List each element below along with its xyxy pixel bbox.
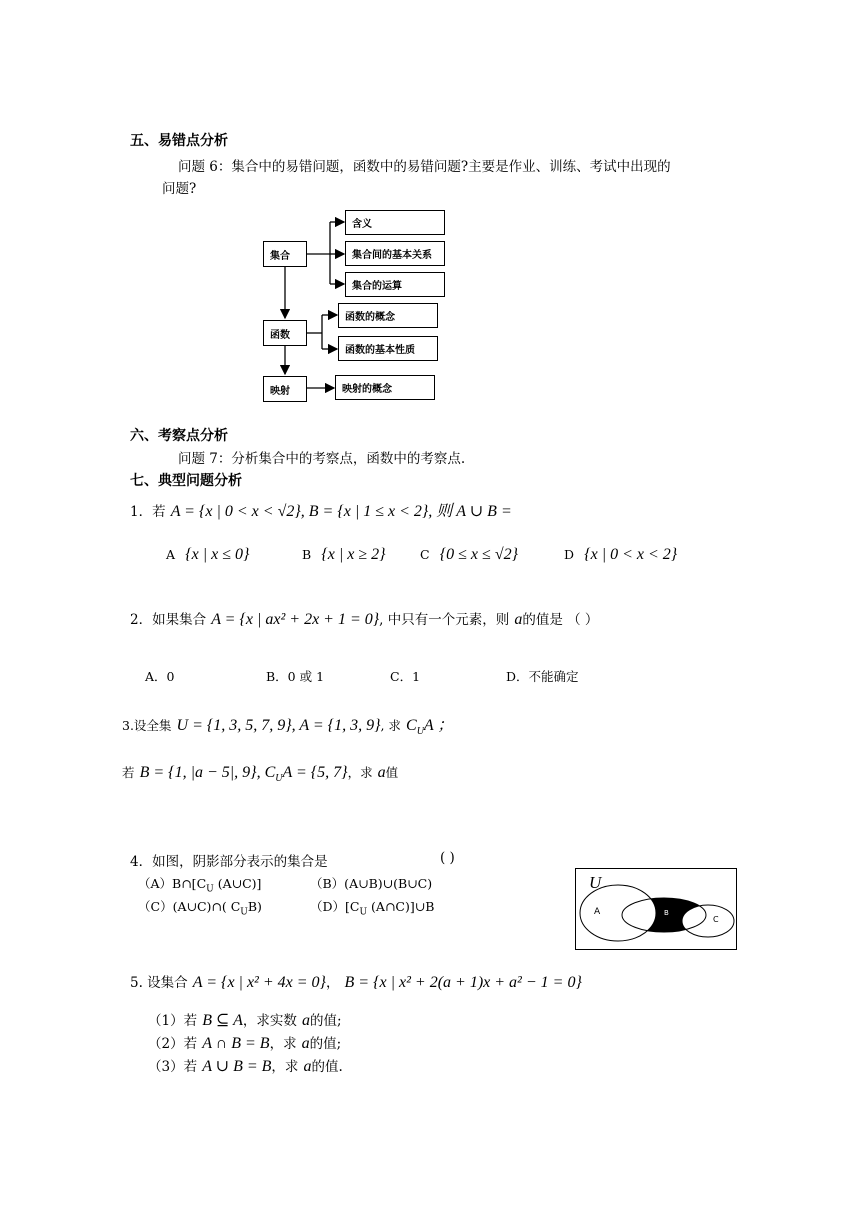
q2-option-b: B．0 或 1 [266,669,325,684]
node-function-concept: 函数的概念 [338,303,438,328]
node-set-operations: 集合的运算 [345,272,445,297]
question-3-line-1: 3.设全集 U = {1, 3, 5, 7, 9}, A = {1, 3, 9}, 求 $C_UA$ ； [122,717,454,738]
venn-label-a: A [594,907,601,917]
q5-set-a: A = {x | x² + 4x = 0} [192,974,326,991]
q1-number: 1．若 [130,504,166,520]
question-4-paren: ( ) [440,850,455,866]
question-2: 2．如果集合 A = {x | ax² + 2x + 1 = 0}, 中只有一个元素，则 a的值是 （ ） [130,611,599,628]
q5-part-2: （2）若 A ∩ B = B，求 a的值; [148,1035,342,1052]
q5-part-1: （1）若 B ⊆ A，求实数 a的值; [148,1012,342,1029]
q5-part-3: （3）若 A ∪ B = B，求 a的值. [148,1058,343,1075]
node-function-properties: 函数的基本性质 [338,336,438,361]
q2-option-c: C．1 [390,669,421,684]
q4-option-d: $(D)[C_U$ (A∩C)]∪B [310,899,435,918]
venn-diagram [575,868,737,950]
q5-set-b: B = {x | x² + 2(a + 1)x + a² − 1 = 0} [344,974,582,991]
q2-number: 2．如果集合 [130,612,207,628]
section-7-heading: 七、典型问题分析 [130,473,242,489]
q2-expression: A = {x | ax² + 2x + 1 = 0} [211,611,380,628]
q4-option-a: $(A)B\cap[C_U$ (A∪C)] [138,876,262,895]
section-6-heading: 六、考察点分析 [130,428,228,444]
problem-7: 问题 7：分析集合中的考察点，函数中的考察点. [178,451,466,467]
question-3-line-2: 若 B = {1, |a − 5|, 9}, $C_UA = \{5$, 7}，求 a值 [122,764,399,785]
question-1 [130,498,512,521]
node-mapping: 映射 [263,376,307,402]
problem-6-line-2: 问题? [162,181,197,197]
node-set: 集合 [263,241,307,267]
venn-label-b: B [664,909,669,917]
q1-option-c: C {0 ≤ x ≤ √2} [420,546,518,563]
q1-option-a: A {x | x ≤ 0} [166,546,250,563]
q2-option-a: A．0 [145,669,175,684]
q4-option-c: （C）(A∪C)∩( $C_UB$) [138,899,262,918]
node-function: 函数 [263,320,307,346]
q3-expression: U = {1, 3, 5, 7, 9}, A = {1, 3, 9} [176,717,381,734]
node-set-relations: 集合间的基本关系 [345,241,445,266]
node-mapping-concept: 映射的概念 [335,375,435,400]
q4-option-b: （B）(A∪B)∪(B∪C) [310,876,433,891]
question-5: 5. 设集合 A = {x | x² + 4x = 0}， B = {x | x² + 2(a + 1)x + a² − 1 = 0} [130,974,582,991]
q1-option-b: B {x | x ≥ 2} [302,546,386,563]
problem-6-line-1: 问题 6：集合中的易错问题，函数中的易错问题?主要是作业、训练、考试中出现的 [178,159,671,175]
venn-label-c: C [713,915,719,924]
question-4-stem: 4．如图，阴影部分表示的集合是 [130,854,328,870]
q1-expression: A = {x | 0 < x < √2}, B = {x | 1 ≤ x < 2}, 则 A ∪ B = [170,503,512,520]
q1-option-d: D {x | 0 < x < 2} [564,546,678,563]
section-5-heading: 五、易错点分析 [130,133,228,149]
q2-option-d: D．不能确定 [506,669,579,684]
node-meaning: 含义 [345,210,445,235]
venn-label-u: U [589,873,602,892]
q5-number: 5. 设集合 [130,975,188,991]
